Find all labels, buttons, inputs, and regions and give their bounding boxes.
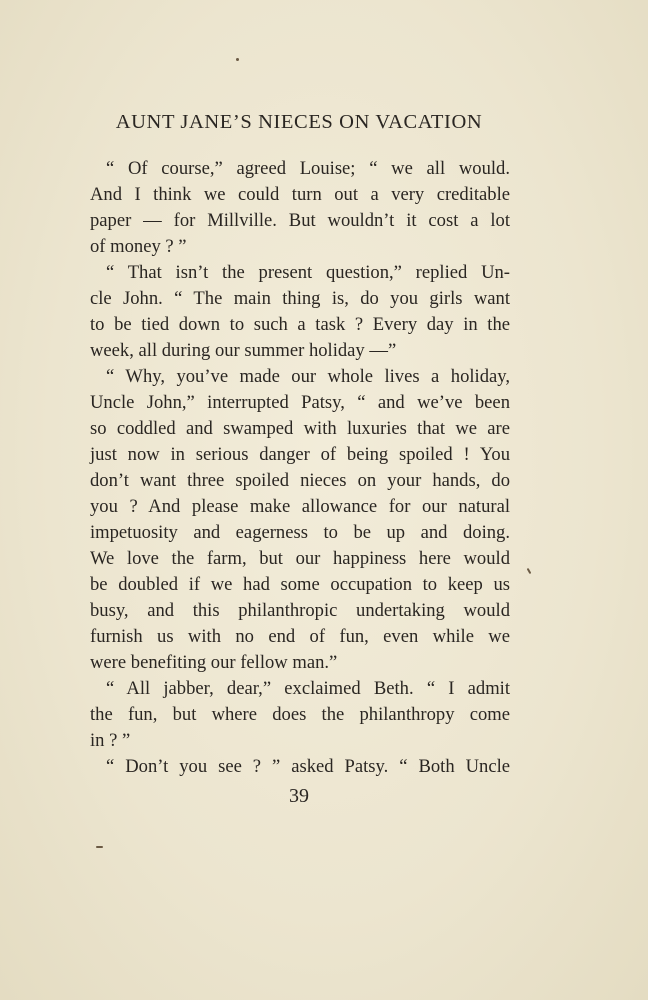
text-line: cle John. “ The main thing is, do you girls want [90, 288, 510, 309]
text-line: “ That isn’t the present question,” replied Un- [106, 262, 510, 283]
text-line: And I think we could turn out a very creditable [90, 184, 510, 205]
text-line: paper — for Millville. But wouldn’t it cost a lot [90, 210, 510, 231]
text-line: the fun, but where does the philanthropy come [90, 704, 510, 725]
text-line: busy, and this philanthropic undertaking would [90, 600, 510, 621]
text-line: so coddled and swamped with luxuries that we are [90, 418, 510, 439]
body-text [90, 156, 510, 780]
text-line: furnish us with no end of fun, even while we [90, 626, 510, 647]
text-line: in ? ” [90, 730, 131, 751]
text-line: “ Why, you’ve made our whole lives a holiday, [106, 366, 510, 387]
paper-speck [236, 58, 239, 61]
text-line: Uncle John,” interrupted Patsy, “ and we’ve been [90, 392, 510, 413]
text-line: impetuosity and eagerness to be up and doing. [90, 522, 510, 543]
text-line: just now in serious danger of being spoiled ! You [90, 444, 510, 465]
text-line: week, all during our summer holiday —” [90, 340, 397, 361]
text-line: “ All jabber, dear,” exclaimed Beth. “ I admit [106, 678, 510, 699]
text-line: you ? And please make allowance for our natural [90, 496, 510, 517]
text-line: “ Don’t you see ? ” asked Patsy. “ Both Uncle [106, 756, 510, 777]
text-line: were benefiting our fellow man.” [90, 652, 338, 673]
paper-speck [527, 568, 532, 574]
running-head: AUNT JANE’S NIECES ON VACATION [115, 111, 483, 133]
paper-speck [96, 846, 103, 848]
text-line: don’t want three spoiled nieces on your hands, do [90, 470, 510, 491]
page-number: 39 [289, 785, 309, 807]
text-line: “ Of course,” agreed Louise; “ we all would. [106, 158, 510, 179]
text-line: to be tied down to such a task ? Every day in the [90, 314, 510, 335]
text-line: of money ? ” [90, 236, 187, 257]
text-line: We love the farm, but our happiness here would [90, 548, 510, 569]
text-line: be doubled if we had some occupation to keep us [90, 574, 510, 595]
